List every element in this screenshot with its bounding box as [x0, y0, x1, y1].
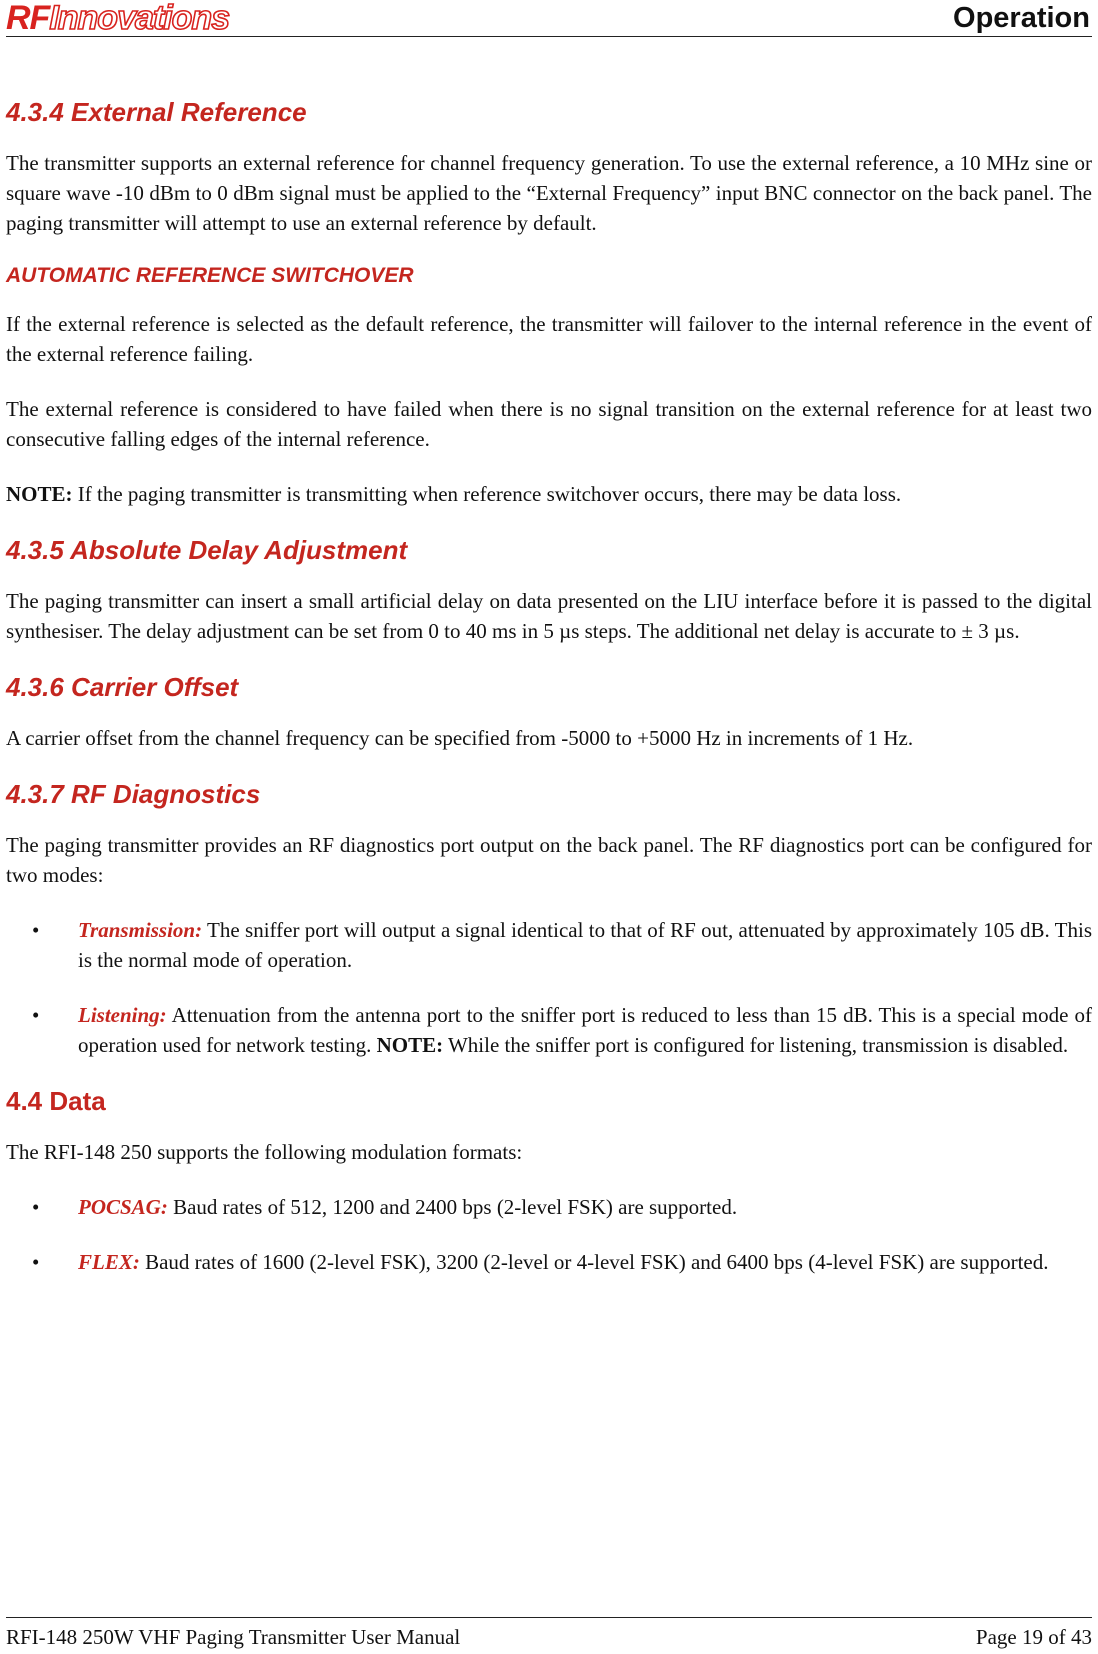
heading-automatic-reference-switchover: AUTOMATIC REFERENCE SWITCHOVER: [6, 264, 414, 287]
bullet-icon: •: [32, 1195, 40, 1219]
heading-data: 4.4 Data: [6, 1086, 106, 1116]
paragraph-modulation-formats: The RFI-148 250 supports the following modulation formats:: [6, 1140, 523, 1164]
paragraph-failure-condition: The external reference is considered to have failed when there is no signal transition on the external reference for at least two consecutive falling edges of the internal reference.: [6, 397, 1092, 451]
list-item: [6, 1192, 1092, 1222]
paragraph-failover: If the external reference is selected as the default reference, the transmitter will failover to the internal reference in the event of the external reference failing.: [6, 312, 1092, 366]
item-text: Attenuation from the antenna port to the sniffer port is reduced to less than 15 dB. This is a special mode of operation used for network testing.: [78, 1003, 1092, 1057]
bullet-icon: •: [32, 1003, 40, 1027]
list-item: [6, 915, 1092, 975]
item-text: The sniffer port will output a signal identical to that of RF out, attenuated by approximately 105 dB. This is the normal mode of operation.: [78, 918, 1092, 972]
paragraph-delay-adjustment: The paging transmitter can insert a small artificial delay on data presented on the LIU interface before it is passed to the digital synthesiser. The delay adjustment can be set from 0 to 40 ms in 5 µs steps. The additional net delay is accurate to ± 3 µs.: [6, 589, 1092, 643]
paragraph-carrier-offset: A carrier offset from the channel frequency can be specified from -5000 to +5000 Hz in increments of 1 Hz.: [6, 726, 914, 750]
note-data-loss: [6, 479, 1092, 509]
term-flex: FLEX:: [78, 1250, 140, 1274]
heading-external-reference: 4.3.4 External Reference: [6, 97, 307, 127]
page-footer: [6, 1617, 1092, 1649]
list-item: [6, 1247, 1092, 1277]
page-content: [6, 96, 1092, 1302]
manual-title: RFI-148 250W VHF Paging Transmitter User Manual: [6, 1625, 461, 1649]
bullet-icon: •: [32, 1250, 40, 1274]
item-text: Baud rates of 1600 (2-level FSK), 3200 (2-level or 4-level FSK) and 6400 bps (4-level FSK) are supported.: [139, 1250, 1049, 1274]
paragraph-rf-diagnostics: The paging transmitter provides an RF diagnostics port output on the back panel. The RF diagnostics port can be configured for two modes:: [6, 833, 1092, 887]
bullet-icon: •: [32, 918, 40, 942]
heading-carrier-offset: 4.3.6 Carrier Offset: [6, 672, 239, 702]
rf-diagnostics-modes-list: [6, 915, 1092, 1060]
heading-rf-diagnostics: 4.3.7 RF Diagnostics: [6, 779, 261, 809]
section-title: Operation: [953, 2, 1090, 34]
term-transmission: Transmission:: [78, 918, 203, 942]
list-item: [6, 1000, 1092, 1060]
item-text: Baud rates of 512, 1200 and 2400 bps (2-level FSK) are supported.: [167, 1195, 738, 1219]
note-text: If the paging transmitter is transmitting when reference switchover occurs, there may be data loss.: [72, 482, 902, 506]
rf-innovations-logo: RFInnovations: [6, 0, 230, 37]
modulation-formats-list: [6, 1192, 1092, 1277]
page-header: [6, 0, 1092, 37]
term-pocsag: POCSAG:: [78, 1195, 168, 1219]
paragraph-external-reference: The transmitter supports an external reference for channel frequency generation. To use the external reference, a 10 MHz sine or square wave -10 dBm to 0 dBm signal must be applied to the “External Frequency” input BNC connector on the back panel. The paging transmitter will attempt to use an external reference by default.: [6, 151, 1092, 235]
note-text: While the sniffer port is configured for listening, transmission is disabled.: [443, 1033, 1069, 1057]
page-number: Page 19 of 43: [975, 1625, 1092, 1649]
term-listening: Listening:: [78, 1003, 167, 1027]
note-label: NOTE:: [6, 482, 73, 506]
note-label: NOTE:: [376, 1033, 444, 1057]
heading-absolute-delay-adjustment: 4.3.5 Absolute Delay Adjustment: [6, 535, 408, 565]
